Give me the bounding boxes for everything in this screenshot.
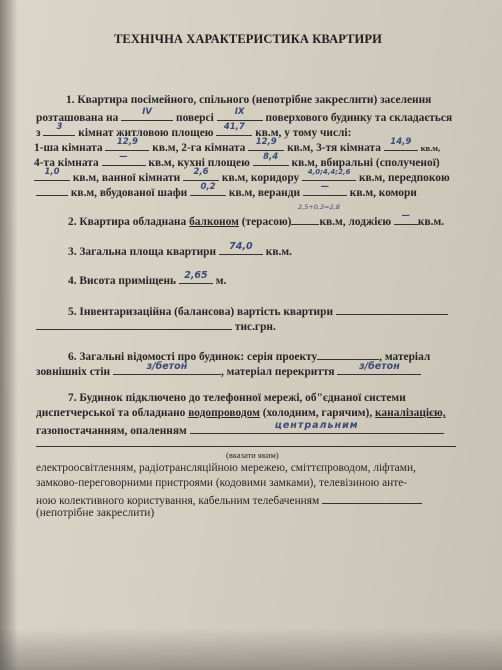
- balcony-calc-note: 2,5+0,3=2,8: [298, 203, 340, 211]
- heating-field[interactable]: центральним: [190, 422, 444, 434]
- kitchen-field[interactable]: 8,4: [253, 154, 289, 166]
- s7-line2: диспетчерської та обладнано водопроводом (холодним, гарячим), каналізацією,: [36, 407, 446, 419]
- room1-field[interactable]: 12,9: [105, 139, 149, 151]
- wardrobe-field[interactable]: 0,2: [190, 184, 226, 196]
- s4-line: 4. Висота приміщень 2,65 м.: [68, 270, 227, 287]
- s2-line: 2. Квартира обладнана балконом (терасою) кв.м, лоджією — кв.м.: [68, 211, 445, 228]
- bathroom-field[interactable]: 2,6: [183, 169, 219, 181]
- room3-field[interactable]: 14,9: [384, 139, 418, 151]
- floor-field[interactable]: IV: [121, 109, 173, 121]
- height-field[interactable]: 2,65: [179, 272, 213, 284]
- s1-line4: 1-ша кімната 12,9 кв.м, 2-га кімната 12,9 кв.м, 3-тя кімната 14,9 кв.м,: [34, 137, 441, 154]
- s6-line2: зовнішніх стін з/бетон , матеріал перекриття з/бетон: [36, 363, 421, 379]
- storeys-field[interactable]: IX: [217, 109, 263, 121]
- s7-line5: замково-переговорними пристроями (кодовими замками), телевізиною анте-: [36, 477, 408, 489]
- walls-field[interactable]: з/бетон: [113, 363, 221, 375]
- toilet-field[interactable]: 1,0: [34, 169, 70, 181]
- inventory-value-field[interactable]: [336, 303, 448, 315]
- inventory-value-field-cont[interactable]: [36, 318, 232, 330]
- rooms-field[interactable]: 3: [43, 124, 75, 136]
- room2-field[interactable]: 12,9: [248, 139, 284, 151]
- s1-line1: 1. Квартира посімейного, спільного (непотрібне закреслити) заселення: [66, 94, 432, 106]
- s7-hint: (вказати яким): [226, 450, 279, 460]
- extra-rule: [36, 446, 456, 447]
- room4-field[interactable]: —: [102, 154, 146, 166]
- s1-line5: 4-та кімната — кв.м, кухні площею 8,4 кв.м, вбиральні (сполученої): [34, 152, 440, 169]
- loggia-field[interactable]: —: [394, 213, 418, 225]
- s6-line1: 6. Загальні відомості про будинок: серія проекту , матеріал: [68, 348, 430, 364]
- s1-line7: кв.м, вбудованої шафи 0,2 кв.м, веранди — кв.м, комори: [36, 184, 417, 200]
- s1-line2: розташована на IV поверсі IX поверхового будинку та складається: [36, 107, 453, 124]
- s3-line: 3. Загальна площа квартири 74,0 кв.м.: [68, 241, 292, 258]
- s1-line6: 1,0 кв.м, ванної кімнати 2,6 кв.м, коридору 4,0;4,4;2,6 кв.м, передпокою: [34, 169, 450, 185]
- corridor-field[interactable]: 4,0;4,4;2,6: [302, 169, 356, 181]
- s5-line1: 5. Інвентаризаційна (балансова) вартість квартири: [68, 303, 448, 319]
- s7-line6: ною колективного користування, кабельним телебаченням: [36, 492, 422, 508]
- veranda-field[interactable]: —: [303, 184, 347, 196]
- project-series-field[interactable]: [317, 348, 379, 360]
- balcony-field[interactable]: [291, 213, 319, 225]
- s7-line1: 7. Будинок підключено до телефонної мережі, об"єднаної системи: [68, 392, 406, 404]
- living-area-field[interactable]: 41,7: [216, 124, 252, 136]
- s7-line3: газопостачанням, опаленням центральним: [36, 422, 444, 438]
- s7-line4: електроосвітленням, радіотрансляційною мережею, сміттєпроводом, ліфтами,: [36, 462, 416, 474]
- total-area-field[interactable]: 74,0: [219, 243, 263, 255]
- document-title: ТЕХНІЧНА ХАРАКТЕРИСТИКА КВАРТИРИ: [114, 32, 382, 46]
- s5-line2: тис.грн.: [36, 318, 276, 334]
- s7-line7: (непотрібне закреслити): [36, 507, 155, 519]
- ceiling-field[interactable]: з/бетон: [337, 363, 421, 375]
- cable-tv-field[interactable]: [322, 492, 422, 504]
- s1-line3: з 3 кімнат житловою площею 41,7 кв.м, у тому числі:: [36, 122, 352, 139]
- hallway-field[interactable]: [36, 184, 68, 196]
- bottom-shadow: [0, 628, 502, 670]
